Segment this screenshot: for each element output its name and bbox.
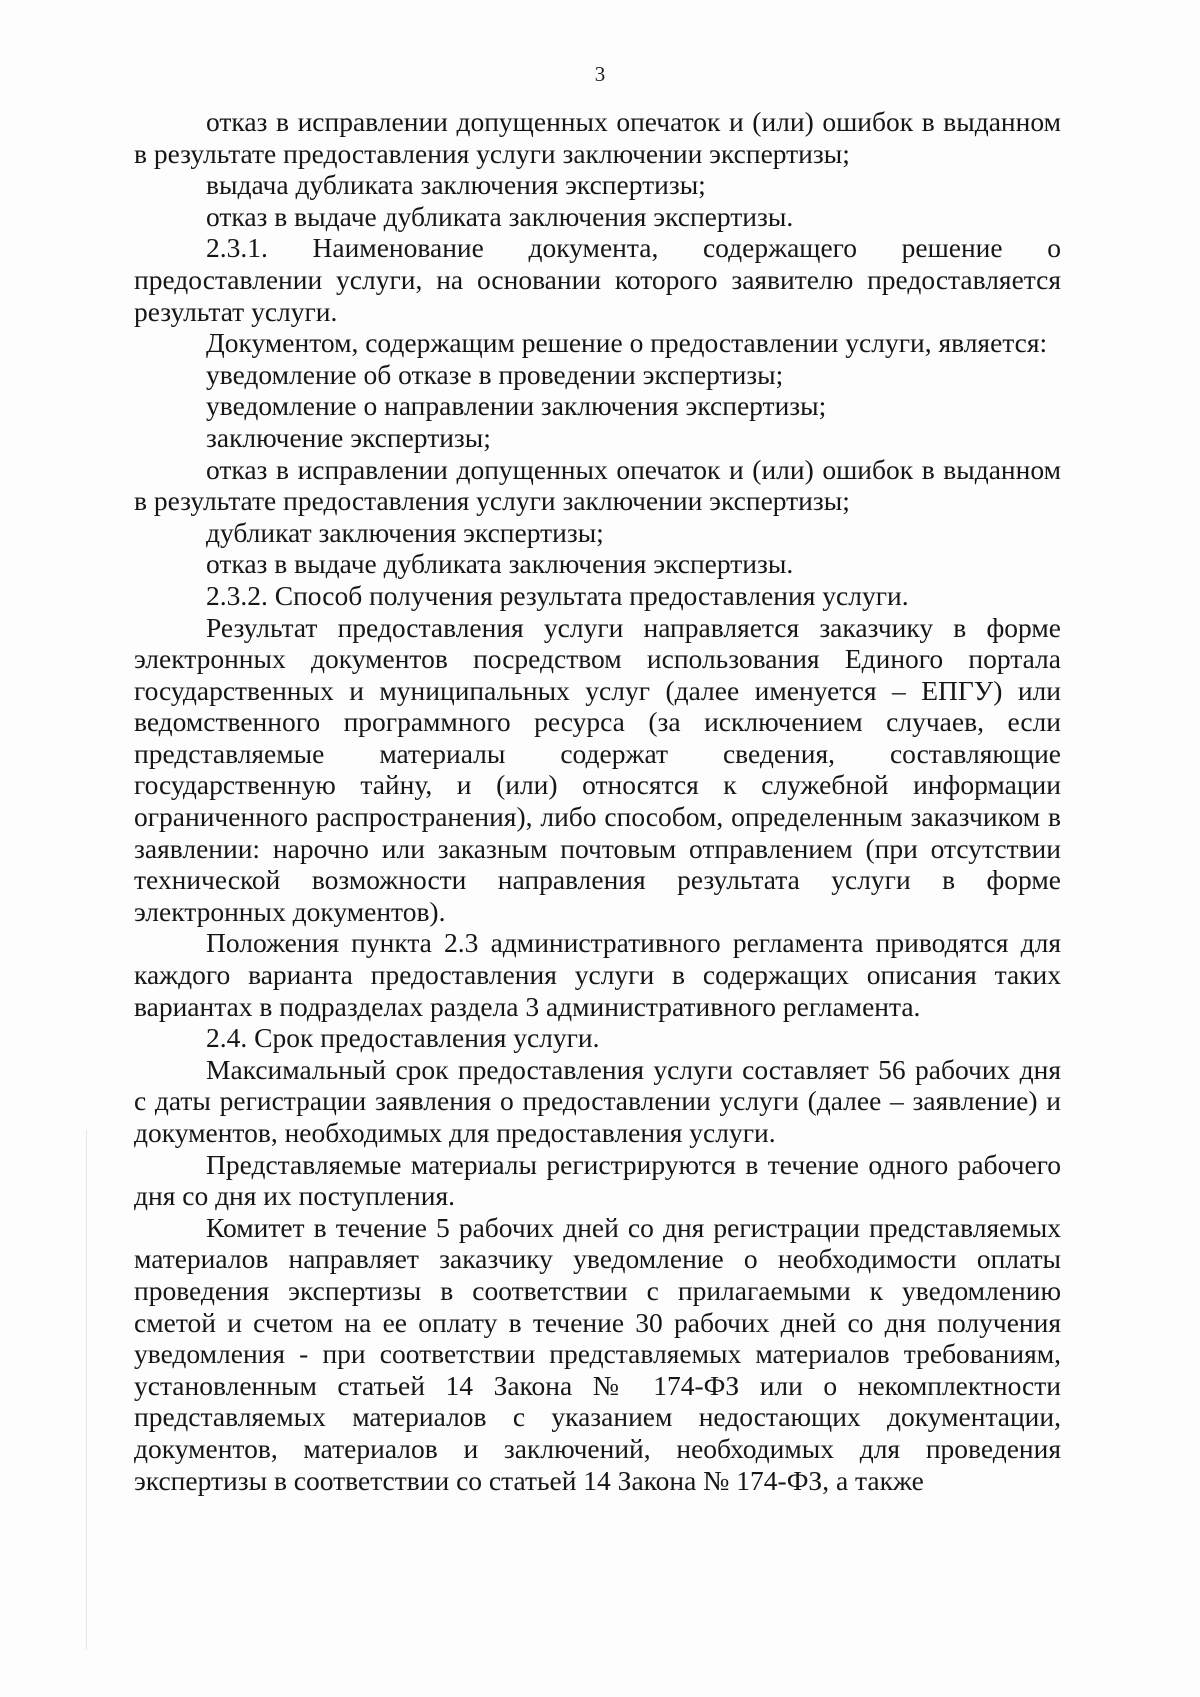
list-item-correction-refusal: отказ в исправлении допущенных опечаток и (или) ошибок в выданном в результате предоставления услуги заключении экспертизы; xyxy=(134,453,1061,517)
list-item-refusal-notice: уведомление об отказе в проведении экспертизы; xyxy=(206,358,784,390)
paragraph-registration: Представляемые материалы регистрируются в течение одного рабочего дня со дня их поступления. xyxy=(134,1148,1061,1212)
paragraph-result-delivery: Результат предоставления услуги направляется заказчику в форме электронных документов посредством использования Единого портала государственных и муниципальных услуг (далее именуется – ЕПГУ) или ведомственного программного ресурса (за исключением случаев, если представляемые материалы содержат сведения, составляющие государственную тайну, и (или) относятся к служебной информации ограниченного распространения), либо способом, определенным заказчиком в заявлении: нарочно или заказным почтовым отправлением (при отсутствии технической возможности направления результата услуги в форме электронных документов). xyxy=(134,611,1061,927)
paragraph-committee: Комитет в течение 5 рабочих дней со дня регистрации представляемых материалов направляет заказчику уведомление о необходимости оплаты проведения экспертизы в соответствии с прилагаемыми к уведомлению сметой и счетом на ее оплату в течение 30 рабочих дней со дня получения уведомления - при соответствии представляемых материалов требованиям, установленным статьей 14 Закона № 174-ФЗ или о некомплектности представляемых материалов с указанием недостающих документации, документов, материалов и заключений, необходимых для проведения экспертизы в соответствии со статьей 14 Закона № 174-ФЗ, а также xyxy=(134,1211,1061,1496)
list-item-expert-conclusion: заключение экспертизы; xyxy=(206,421,491,453)
paragraph-refusal-correction: отказ в исправлении допущенных опечаток и (или) ошибок в выданном в результате предоставления услуги заключении экспертизы; xyxy=(134,106,1061,169)
paragraph-section-2-3-2: 2.3.2. Способ получения результата предоставления услуги. xyxy=(206,579,909,611)
paragraph-max-term: Максимальный срок предоставления услуги составляет 56 рабочих дня с даты регистрации заявления о предоставлении услуги (далее – заявление) и документов, необходимых для предоставления услуги. xyxy=(134,1053,1061,1148)
paragraph-section-2-4: 2.4. Срок предоставления услуги. xyxy=(206,1022,600,1054)
paragraph-section-2-3-1: 2.3.1. Наименование документа, содержащего решение о предоставлении услуги, на основании которого заявителю предоставляется результат услуги. xyxy=(134,232,1061,327)
scan-margin-line xyxy=(86,1130,87,1650)
list-item-direction-notice: уведомление о направлении заключения экспертизы; xyxy=(206,390,827,422)
document-body xyxy=(134,106,1061,1496)
paragraph-duplicate-issue: выдача дубликата заключения экспертизы; xyxy=(206,169,706,201)
list-item-duplicate: дубликат заключения экспертизы; xyxy=(206,516,604,548)
page-number: 3 xyxy=(594,62,606,86)
paragraph-provisions: Положения пункта 2.3 административного регламента приводятся для каждого варианта предоставления услуги в содержащих описания таких вариантах в подразделах раздела 3 административного регламента. xyxy=(134,927,1061,1022)
paragraph-decision-document: Документом, содержащим решение о предоставлении услуги, является: xyxy=(206,327,1048,359)
paragraph-duplicate-refusal: отказ в выдаче дубликата заключения экспертизы. xyxy=(206,200,794,232)
list-item-duplicate-refusal: отказ в выдаче дубликата заключения экспертизы. xyxy=(206,548,794,580)
